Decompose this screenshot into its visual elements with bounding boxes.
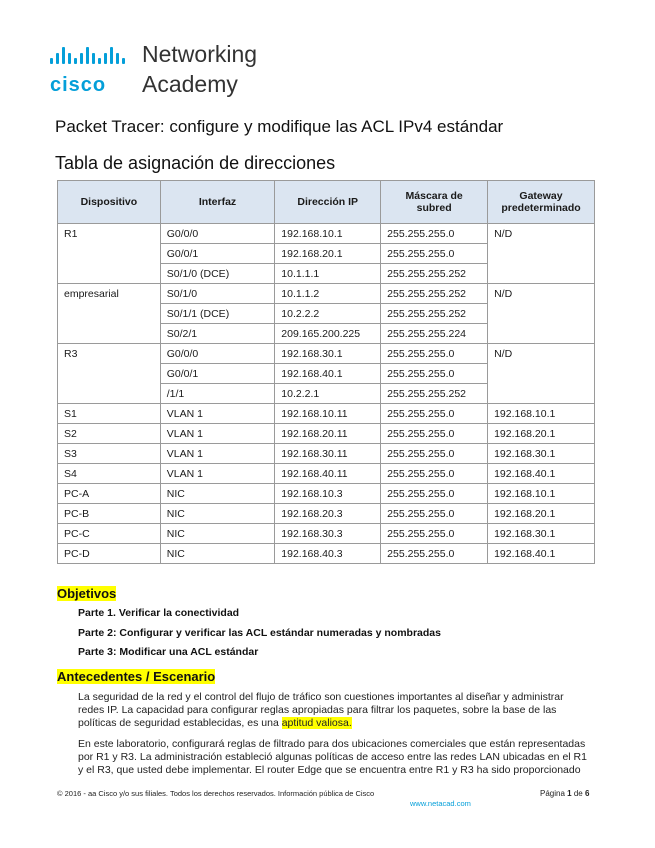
device-cell: PC-D [58, 544, 161, 564]
gateway-cell: 192.168.10.1 [488, 404, 595, 424]
header-device: Dispositivo [58, 181, 161, 224]
mask-cell: 255.255.255.0 [381, 364, 488, 384]
mask-cell: 255.255.255.0 [381, 404, 488, 424]
mask-cell: 255.255.255.0 [381, 244, 488, 264]
interface-cell: S0/2/1 [160, 324, 275, 344]
header-ip: Dirección IP [275, 181, 381, 224]
background-heading: Antecedentes / Escenario [57, 669, 216, 684]
gateway-cell: N/D [488, 224, 595, 284]
table-row [58, 524, 595, 544]
gateway-cell: 192.168.30.1 [488, 444, 595, 464]
interface-cell: S0/1/0 [160, 284, 275, 304]
interface-cell: VLAN 1 [160, 464, 275, 484]
document-title: Packet Tracer: configure y modifique las ACL IPv4 estándar [55, 117, 504, 136]
table-row [58, 284, 595, 304]
header-interface: Interfaz [160, 181, 275, 224]
ip-cell: 192.168.20.11 [275, 424, 381, 444]
gateway-cell: N/D [488, 344, 595, 404]
interface-cell: NIC [160, 524, 275, 544]
ip-cell: 192.168.40.11 [275, 464, 381, 484]
ip-cell: 192.168.20.3 [275, 504, 381, 524]
ip-cell: 192.168.40.1 [275, 364, 381, 384]
ip-cell: 192.168.40.3 [275, 544, 381, 564]
mask-cell: 255.255.255.0 [381, 424, 488, 444]
background-paragraph-2 [78, 738, 598, 777]
mask-cell: 255.255.255.252 [381, 284, 488, 304]
mask-cell: 255.255.255.0 [381, 464, 488, 484]
ip-cell: 10.1.1.2 [275, 284, 381, 304]
device-cell: S2 [58, 424, 161, 444]
mask-cell: 255.255.255.0 [381, 224, 488, 244]
table-row [58, 504, 595, 524]
ip-cell: 10.1.1.1 [275, 264, 381, 284]
gateway-cell: 192.168.10.1 [488, 484, 595, 504]
page-number: Página 1 de 6 [540, 789, 590, 798]
interface-cell: VLAN 1 [160, 444, 275, 464]
mask-cell: 255.255.255.224 [381, 324, 488, 344]
ip-cell: 209.165.200.225 [275, 324, 381, 344]
footer-url-link[interactable]: www.netacad.com [410, 799, 471, 808]
device-cell: S3 [58, 444, 161, 464]
interface-cell: NIC [160, 544, 275, 564]
mask-cell: 255.255.255.252 [381, 304, 488, 324]
cisco-wordmark: cisco [50, 74, 107, 96]
gateway-cell: 192.168.40.1 [488, 544, 595, 564]
objective-item: Parte 1. Verificar la conectividad [78, 607, 240, 619]
interface-cell: VLAN 1 [160, 404, 275, 424]
interface-cell: G0/0/0 [160, 344, 275, 364]
interface-cell: G0/0/1 [160, 244, 275, 264]
ip-cell: 192.168.10.11 [275, 404, 381, 424]
interface-cell: G0/0/1 [160, 364, 275, 384]
device-cell: R1 [58, 224, 161, 284]
mask-cell: 255.255.255.252 [381, 384, 488, 404]
device-cell: empresarial [58, 284, 161, 344]
table-row [58, 484, 595, 504]
ip-cell: 10.2.2.2 [275, 304, 381, 324]
interface-cell: /1/1 [160, 384, 275, 404]
cisco-networking-academy-logo [50, 41, 270, 100]
logo-line-academy: Academy [142, 71, 238, 97]
objective-item: Parte 3: Modificar una ACL estándar [78, 646, 259, 658]
highlighted-text: aptitud valiosa. [281, 717, 352, 729]
footer-copyright: © 2016 - aa Cisco y/o sus filiales. Todos los derechos reservados. Información pública de Cisco [57, 789, 375, 798]
gateway-cell: 192.168.20.1 [488, 504, 595, 524]
ip-cell: 10.2.2.1 [275, 384, 381, 404]
gateway-cell: 192.168.30.1 [488, 524, 595, 544]
table-heading: Tabla de asignación de direcciones [55, 153, 336, 173]
interface-cell: VLAN 1 [160, 424, 275, 444]
table-header-row [58, 181, 595, 224]
ip-cell: 192.168.10.1 [275, 224, 381, 244]
paragraph-line: La seguridad de la red y el control del flujo de tráfico son cuestiones importantes al diseñar y administrar [78, 691, 564, 703]
interface-cell: G0/0/0 [160, 224, 275, 244]
table-row [58, 404, 595, 424]
paragraph-line: y el R3, que usted debe implementar. El router Edge que se encuentra entre R1 y R3 ha sido proporcionado [78, 764, 581, 776]
table-row [58, 344, 595, 364]
paragraph-line: por R1 y R3. La administración estableció algunas políticas de acceso entre las redes LAN ubicadas en el R1 [78, 751, 587, 763]
ip-cell: 192.168.30.11 [275, 444, 381, 464]
interface-cell: S0/1/1 (DCE) [160, 304, 275, 324]
table-row [58, 444, 595, 464]
objective-item: Parte 2: Configurar y verificar las ACL estándar numeradas y nombradas [78, 627, 441, 639]
device-cell: PC-C [58, 524, 161, 544]
table-row [58, 544, 595, 564]
mask-cell: 255.255.255.0 [381, 344, 488, 364]
ip-cell: 192.168.20.1 [275, 244, 381, 264]
device-cell: S1 [58, 404, 161, 424]
mask-cell: 255.255.255.0 [381, 524, 488, 544]
gateway-cell: 192.168.20.1 [488, 424, 595, 444]
mask-cell: 255.255.255.252 [381, 264, 488, 284]
paragraph-line: En este laboratorio, configurará reglas de filtrado para dos ubicaciones comerciales que están representadas [78, 738, 586, 750]
device-cell: PC-A [58, 484, 161, 504]
table-row [58, 224, 595, 244]
interface-cell: NIC [160, 504, 275, 524]
objectives-heading: Objetivos [57, 586, 117, 601]
mask-cell: 255.255.255.0 [381, 444, 488, 464]
table-row [58, 424, 595, 444]
interface-cell: S0/1/0 (DCE) [160, 264, 275, 284]
ip-cell: 192.168.30.3 [275, 524, 381, 544]
paragraph-line: políticas de seguridad establecidas, es una aptitud valiosa. [78, 717, 352, 729]
device-cell: PC-B [58, 504, 161, 524]
mask-cell: 255.255.255.0 [381, 484, 488, 504]
background-paragraph-1 [78, 691, 598, 730]
device-cell: R3 [58, 344, 161, 404]
header-gateway: Gateway predeterminado [488, 181, 595, 224]
interface-cell: NIC [160, 484, 275, 504]
paragraph-line: redes IP. La capacidad para configurar reglas apropiadas para filtrar los paquetes, sobre la base de las [78, 704, 557, 716]
gateway-cell: N/D [488, 284, 595, 344]
mask-cell: 255.255.255.0 [381, 504, 488, 524]
mask-cell: 255.255.255.0 [381, 544, 488, 564]
ip-cell: 192.168.30.1 [275, 344, 381, 364]
header-mask: Máscara de subred [381, 181, 488, 224]
device-cell: S4 [58, 464, 161, 484]
addressing-table [57, 180, 595, 564]
cisco-bars-icon [50, 44, 130, 64]
ip-cell: 192.168.10.3 [275, 484, 381, 504]
logo-line-networking: Networking [142, 41, 258, 67]
table-row [58, 464, 595, 484]
gateway-cell: 192.168.40.1 [488, 464, 595, 484]
